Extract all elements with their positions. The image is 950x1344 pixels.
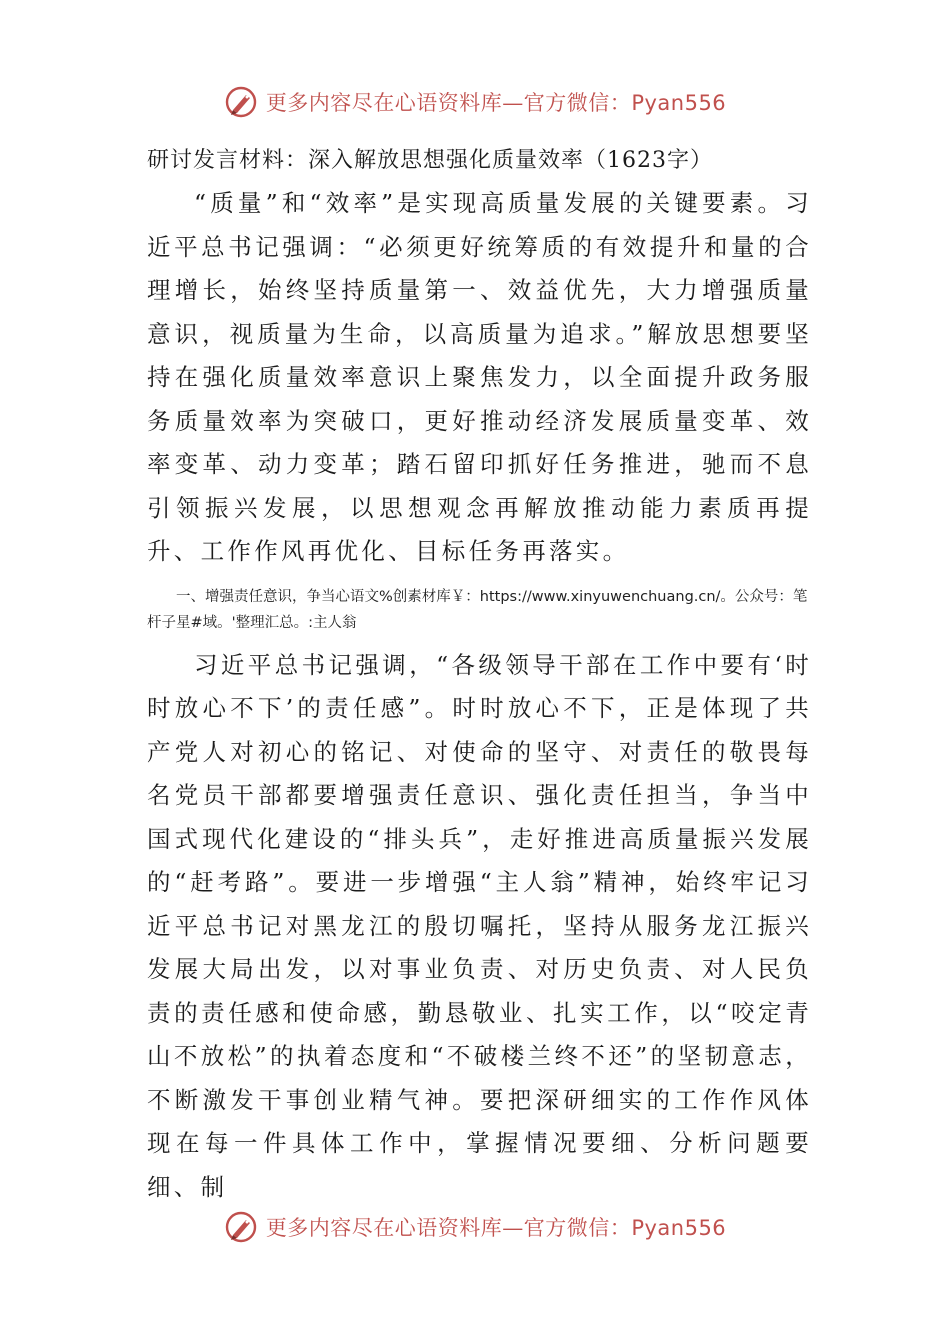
paragraph-intro: “质量”和“效率”是实现高质量发展的关键要素。习近平总书记强调：“必须更好统筹质的有效提升和量的合理增长，始终坚持质量第一、效益优先，大力增强质量意识，视质量为生命，以高质量为追求。”解放思想要坚持在强化质量效率意识上聚焦发力，以全面提升政务服务质量效率为突破口，更好推动经济发展质量变革、效率变革、动力变革；踏石留印抓好任务推进，驰而不息引领振兴发展，以思想观念再解放推动能力素质再提升、工作作风再优化、目标任务再落实。 xyxy=(147,189,812,565)
header-banner xyxy=(0,82,950,122)
banner-wechat-id: Pyan556 xyxy=(631,91,727,115)
document-body xyxy=(147,140,812,1209)
section-heading-note: 一、增强责任意识，争当心语文%创素材库￥：https://www.xinyuwenchuang.cn/。公众号：笔杆子星#域。'整理汇总。:主人翁 xyxy=(147,588,808,631)
document-title: 研讨发言材料：深入解放思想强化质量效率（1623字） xyxy=(147,148,713,173)
paragraph-responsibility: 习近平总书记强调，“各级领导干部在工作中要有‘时时放心不下’的责任感”。时时放心不下，正是体现了共产党人对初心的铭记、对使命的坚守、对责任的敬畏每名党员干部都要增强责任意识、强化责任担当，争当中国式现代化建设的“排头兵”，走好推进高质量振兴发展的“赶考路”。要进一步增强“主人翁”精神，始终牢记习近平总书记对黑龙江的殷切嘱托，坚持从服务龙江振兴发展大局出发，以对事业负责、对历史负责、对人民负责的责任感和使命感，勤恳敬业、扎实工作，以“咬定青山不放松”的执着态度和“不破楼兰终不还”的坚韧意志，不断激发干事创业精气神。要把深研细实的工作作风体现在每一件具体工作中，掌握情况要细、分析问题要细、制 xyxy=(147,650,812,1201)
pen-nib-icon xyxy=(224,1210,258,1244)
footer-banner xyxy=(0,1207,950,1247)
banner-text-cn: 更多内容尽在心语资料库—官方微信： xyxy=(265,1216,632,1240)
banner-wechat-id: Pyan556 xyxy=(631,1216,727,1240)
banner-text xyxy=(266,87,726,117)
banner-text xyxy=(266,1212,726,1242)
banner-text-cn: 更多内容尽在心语资料库—官方微信： xyxy=(265,91,632,115)
pen-nib-icon xyxy=(224,85,258,119)
